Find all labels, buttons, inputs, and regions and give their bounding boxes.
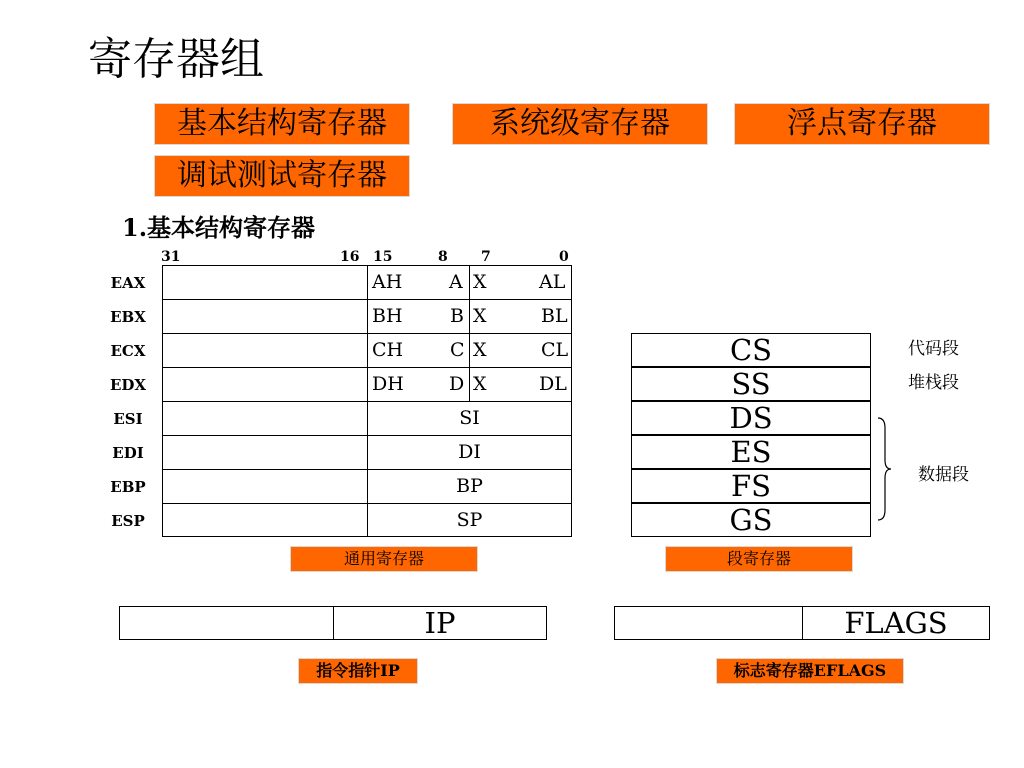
edx-low-byte: DL [539, 373, 567, 395]
edx-high-byte: DH [372, 373, 404, 395]
edx-mid-left: D [449, 373, 465, 395]
register-name-ebp: EBP [110, 478, 146, 496]
bit-0-label: 0 [559, 249, 569, 265]
float-registers-button[interactable]: 浮点寄存器 [734, 103, 990, 145]
segment-register-fs: FS [631, 469, 871, 503]
bit-31-label: 31 [161, 249, 181, 265]
data-segment-brace [872, 416, 896, 522]
sp-register: SP [456, 509, 483, 531]
ecx-low-byte: CL [541, 339, 569, 361]
page-title: 寄存器组 [88, 34, 264, 85]
edx-mid-right: X [473, 373, 487, 395]
debug-registers-button[interactable]: 调试测试寄存器 [154, 155, 410, 197]
ebx-mid-right: X [473, 305, 487, 327]
register-name-edi: EDI [112, 444, 144, 462]
segment-register-cs: CS [631, 333, 871, 367]
basic-registers-button[interactable]: 基本结构寄存器 [154, 103, 410, 145]
bit-15-label: 15 [373, 249, 393, 265]
segment-register-es: ES [631, 435, 871, 469]
segment-register-ds: DS [631, 401, 871, 435]
code-segment-label: 代码段 [908, 339, 959, 359]
eax-low-byte: AL [539, 271, 566, 293]
row-divider [162, 333, 572, 334]
data-segment-label: 数据段 [918, 465, 969, 485]
byte-divider [469, 265, 470, 401]
flags-caption: 标志寄存器EFLAGS [716, 658, 904, 684]
eax-high-byte: AH [372, 271, 403, 293]
ip-register-label: IP [333, 606, 547, 640]
ip-upper-half [119, 606, 334, 640]
row-divider [162, 299, 572, 300]
register-name-edx: EDX [109, 376, 147, 394]
register-name-eax: EAX [110, 274, 146, 292]
section-title: 1.基本结构寄存器 [122, 213, 316, 242]
general-registers-caption: 通用寄存器 [290, 546, 478, 572]
bit-7-label: 7 [481, 249, 491, 265]
segment-register-gs: GS [631, 503, 871, 537]
bit-16-label: 16 [340, 249, 360, 265]
eax-mid-right: X [473, 271, 487, 293]
ip-caption: 指令指针IP [298, 658, 418, 684]
ebx-mid-left: B [450, 305, 464, 327]
register-name-esi: ESI [113, 410, 143, 428]
segment-registers-caption: 段寄存器 [665, 546, 853, 572]
flags-upper-half [614, 606, 803, 640]
ebx-high-byte: BH [372, 305, 403, 327]
register-name-esp: ESP [111, 512, 145, 530]
ebx-low-byte: BL [541, 305, 568, 327]
register-name-ecx: ECX [110, 342, 146, 360]
ecx-mid-left: C [450, 339, 465, 361]
row-divider [162, 367, 572, 368]
ecx-high-byte: CH [372, 339, 404, 361]
system-registers-button[interactable]: 系统级寄存器 [452, 103, 708, 145]
di-register: DI [458, 441, 481, 463]
segment-register-ss: SS [631, 367, 871, 401]
eax-mid-left: A [449, 271, 463, 293]
bit-8-label: 8 [438, 249, 448, 265]
bp-register: BP [456, 475, 483, 497]
flags-register-label: FLAGS [802, 606, 990, 640]
register-name-ebx: EBX [110, 308, 146, 326]
stack-segment-label: 堆栈段 [908, 373, 959, 393]
si-register: SI [459, 407, 480, 429]
ecx-mid-right: X [473, 339, 487, 361]
